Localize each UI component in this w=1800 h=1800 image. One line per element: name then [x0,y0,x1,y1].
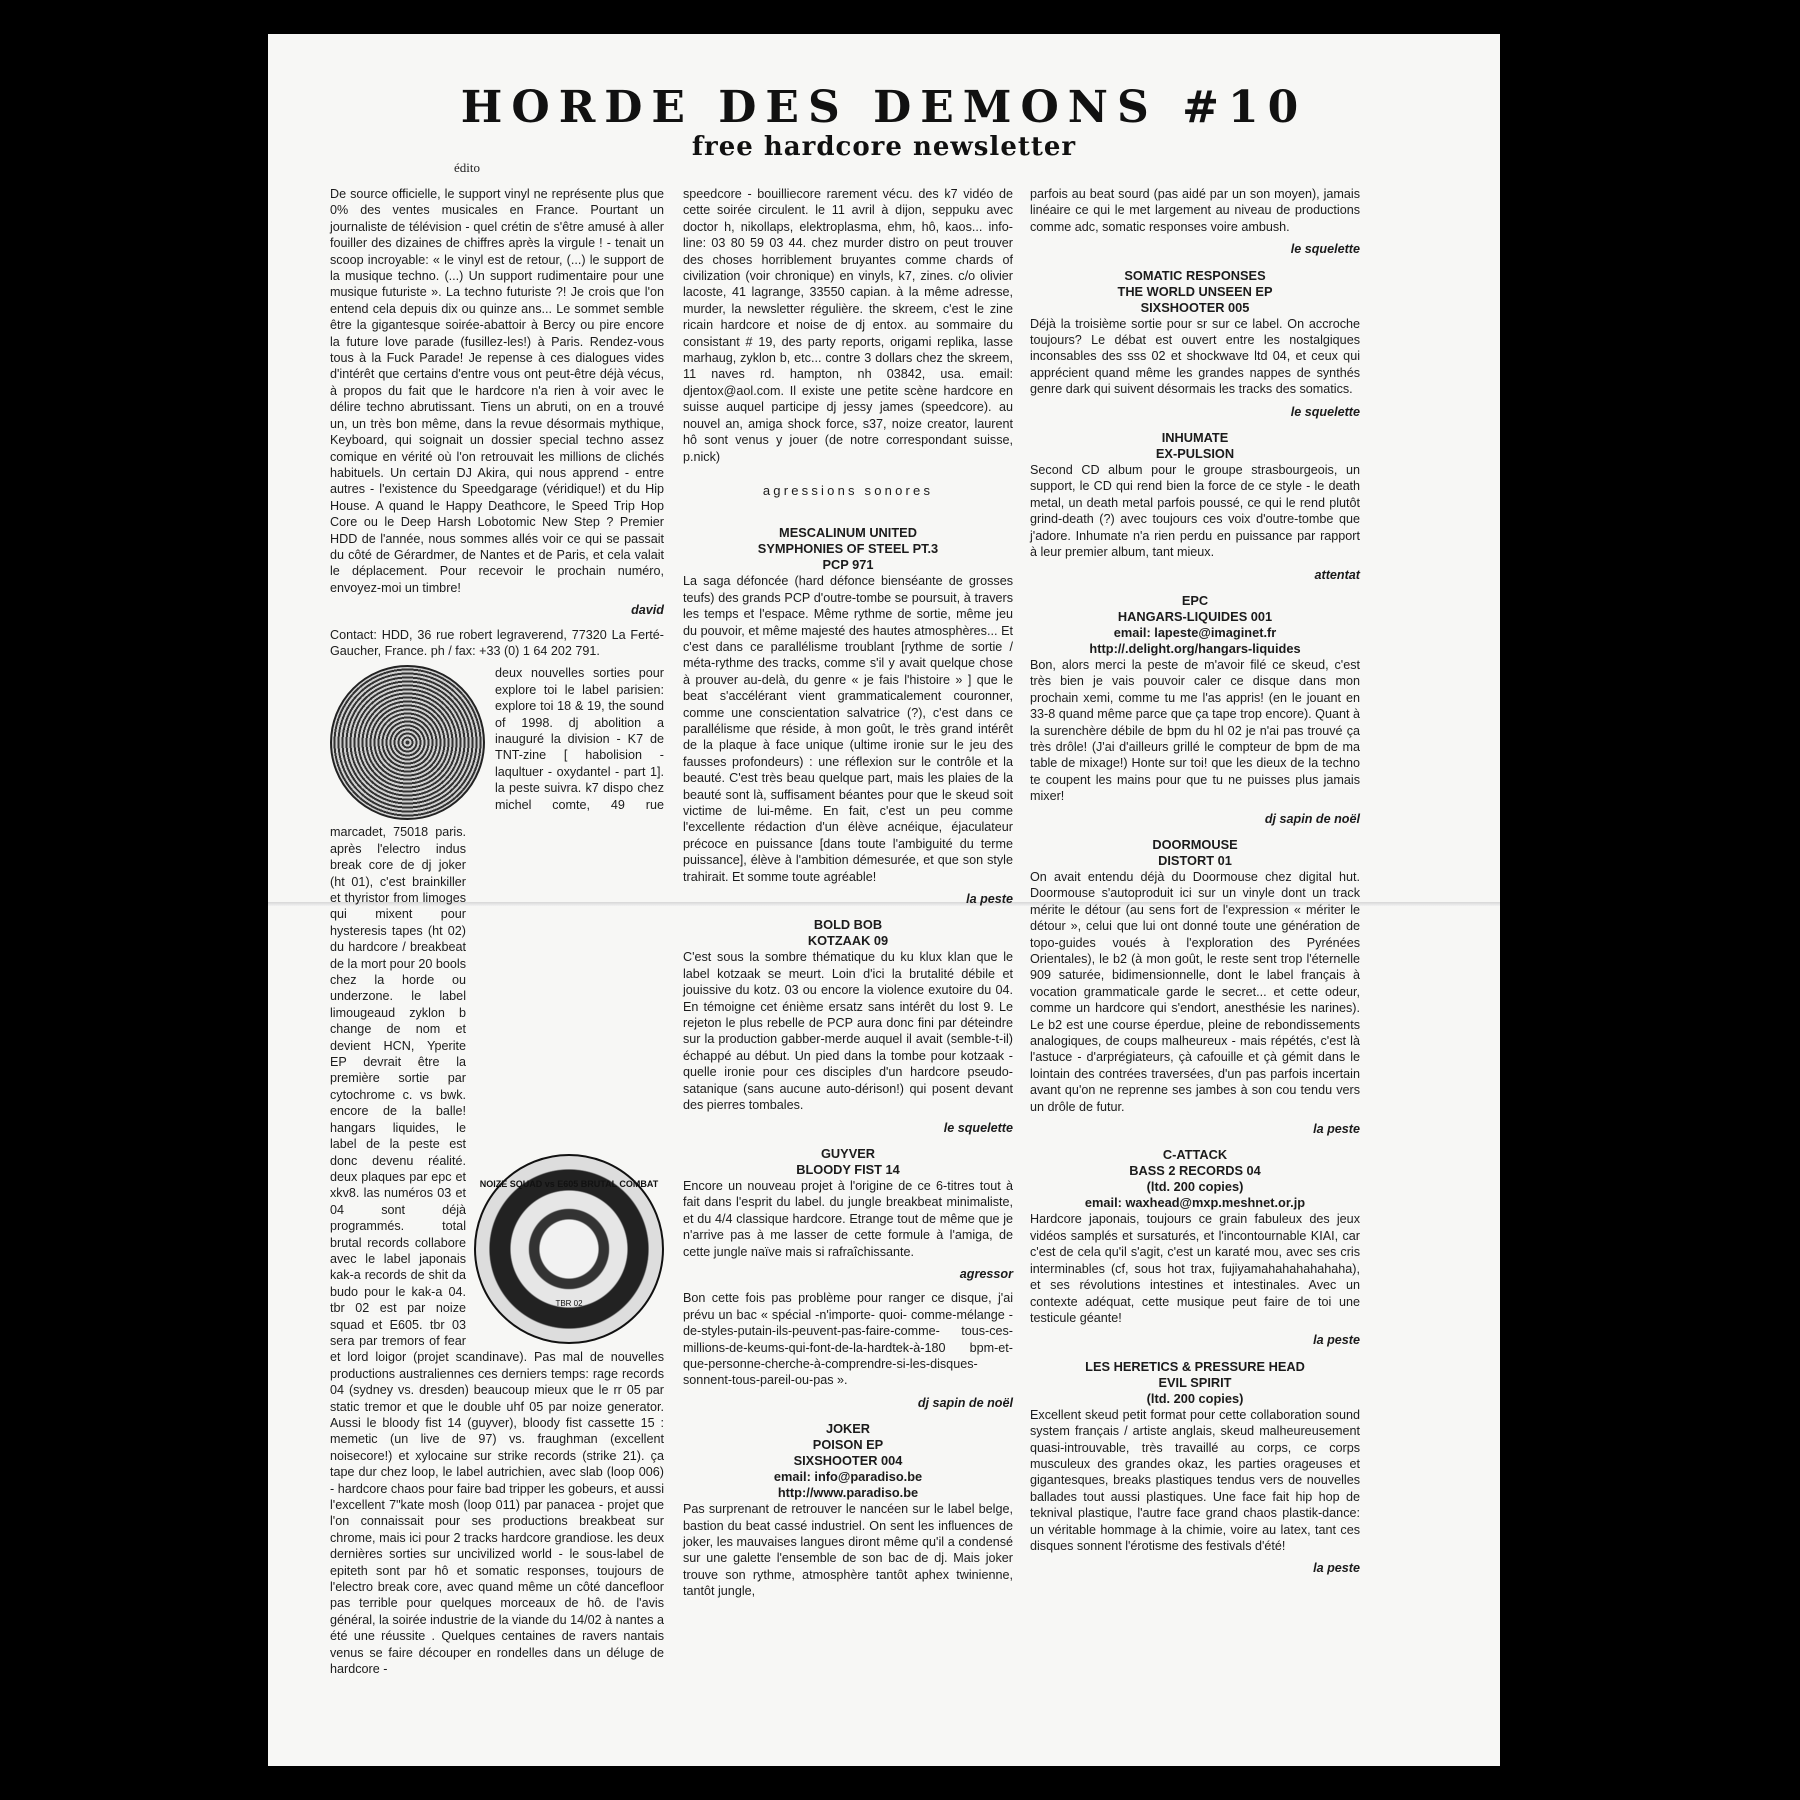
review-heading: EVIL SPIRIT [1158,1374,1232,1390]
column-2 [683,186,1013,1606]
review-bold-bob [683,917,1013,1135]
signature: la peste [1313,1333,1360,1348]
review-text: Bon, alors merci la peste de m'avoir filé ce skeud, c'est très bien je vais pouvoir caler ce disque dans mon prochain xemi, comme tu me l'as appris! (en le jouant en 33-8 quand même parce que ça tape trop encore). Quant à la surenchère débile de bpm du hl 02 je n'ai pas trouvé ça très drôle! (J'ai d'ailleurs grillé le compteur de bpm de ma table de mixage!) Honte sur toi! que les dieux de la techno te coupent les mains pour que tu ne puisses plus jamais mixer! [1030,657,1360,804]
review-heading: SOMATIC RESPONSES [1124,267,1266,283]
review-doormouse [1030,837,1360,1138]
signature: david [631,603,664,618]
review-text: La saga défoncée (hard défonce bienséante de grosses teufs) des grands PCP d'outre-tombe se poursuit, à travers les temps et l'espace. Même rythme de sortie, même jeu du pouvoir, et même majesté des hautes atmosphères... Et c'est dans ce parallélisme troublant [rythme de sortie / méta-rythme des tracks, comme s'il y avait quelque chose à prouver au-delà, du genre « je fais l'histoire » ] que le beat s'accélérant vient grammaticalement couronner, comme une conscientation salvatrice (?), c'est dans ce parallélisme que réside, à mon goût, le très grand intérêt de la plaque à face unique (ultime ironie sur le jeu des fausses profondeurs) : une réflexion sur le contrôle et la beauté. C'est très beau quelque part, mais les plaies de la beauté sont là, suffisament béantes pour que le skeud soit victime de lui-même. En fait, c'est un peu comme l'excellente rédaction d'un élève acnéique, éjaculateur précoce en puissance [dans toute l'ambiguité du terme puissance], élève à l'ambition démesurée, et que son style trahirait. Et somme toute agréable! [683,574,1013,884]
review-heading: THE WORLD UNSEEN EP [1117,283,1273,299]
signature: dj sapin de noël [1264,811,1360,826]
disc-label-text: NOIZE SQUAD vs E605 BRUTAL COMBAT [479,1179,659,1190]
review-heading: KOTZAAK 09 [807,933,889,949]
review-heading: DOORMOUSE [1152,836,1238,852]
section-heading: agressions sonores [762,482,934,498]
newsletter-subtitle: free hardcore newsletter [691,132,1077,162]
signature: la peste [1313,1561,1360,1576]
review-heading: BASS 2 RECORDS 04 [1129,1163,1261,1179]
review-heading: BLOODY FIST 14 [796,1161,900,1177]
signature: attentat [1314,567,1360,582]
newsletter-title: HORDE DES DEMONS #10 [460,82,1308,133]
review-text: Déjà la troisième sortie pour sr sur ce label. On accroche toujours? Le débat est ouvert entre les nostalgiques inconsables des sss 02 et shockwave ltd 04, et ceux qui apprécient quand même les grandes nappes de synthés genre dark qui suivent désormais les tracks des somatics. [1030,316,1360,397]
review-c-attack [1030,1147,1360,1348]
review-heading: http://.delight.org/hangars-liquides [1089,640,1301,656]
review-heading: email: waxhead@mxp.meshnet.or.jp [1084,1195,1306,1211]
review-guyver [683,1146,1013,1411]
review-text-continued: parfois au beat sourd (pas aidé par un son moyen), jamais linéaire ce qui le met largement au niveau de productions comme adc, somatic responses voire ambush. [1030,187,1360,234]
review-heading: EX-PULSION [1155,446,1235,462]
review-heading: POISON EP [812,1437,884,1453]
column-3 [1030,186,1360,1585]
review-heading: http://www.paradiso.be [777,1485,919,1501]
column-1 [330,186,664,1684]
review-heading: JOKER [825,1421,871,1437]
signature: la peste [1313,1122,1360,1137]
review-heading: (ltd. 200 copies) [1146,1179,1244,1195]
review-heading: BOLD BOB [813,917,883,933]
review-somatic-responses [1030,268,1360,420]
news-text: deux nouvelles sorties pour explore toi le label parisien: explore toi 18 & 19, the sound of 1998. dj abolition a inauguré la division - K7 de TNT-zine [ habolision - laqultuer - oxydantel - part 1]. la peste suivra. k7 dispo chez michel comte, 49 rue marcadet, 75018 paris. après l'electro indus break core de dj joker (ht 01), c'est brainkiller et thyristor from limoges qui mixent pour hysteresis tapes (ht 02) du hardcore / breakbeat de la mort pour 20 bools chez la horde ou underzone. le label limougeaud zyklon b change de nom et devient HCN, Yperite EP devrait être la première sortie par cytochrome c. vs bwk. encore de la balle! hangars liquides, le label de la peste est donc devenu réalité. deux plaques par epc et xkv8. las numéros 03 et 04 sont déjà programmés. total brutal records collabore avec le label japonais kak-a records de shit da budo pour le kak-a 04. tbr 02 est par noize squad et E605. tbr 03 sera par tremors of fear et lord loigor (projet scandinave). Pas mal de nouvelles productions australiennes ces derniers temps: rage records 04 (sydney vs. dresden) beaucoup mieux que le rr 05 par static tremor et que le double uhf 05 par noize generator. Aussi le bloody fist 14 (guyver), bloody fist cassette 15 : memetic (un live de 97) vs. fraughman (excellent noisecore!) et xylocaine sur strike records (strike 21). ça tape dur chez loop, le label autrichien, avec slab (loop 006) - hardcore chaos pour faire bad tripper les gobeurs, et aussi l'excellent 7"kate mosh (loop 011) par panacea - projet que l'on connaissait pour ses productions breakbeat sur chrome, mais ici pour 2 tracks hardcore grandiose. les deux dernières sorties sur uncivilized world - le sous-label de epiteth sont par hô et somatic responses, toujours de l'electro break core, avec quand même un côté dancefloor pas terrible pour quelques morceaux de hô. de l'avis général, la soirée industrie de la viande du 14/02 à nantes a été une réussite . Quelques centaines de ravers nantais venus se faire découper en rondelles dans un déluge de hardcore - [330,666,664,1677]
edito-label: édito [454,160,480,175]
review-text: Pas surprenant de retrouver le nancéen sur le label belge, bastion du beat cassé industriel. On sent les influences de joker, les mauvaises langues diront même qu'il a condensé sur une galette l'ensemble de son bac de dj. Mais joker trouve son rythme, atmosphère tantôt aphex twinienne, tantôt jungle, [683,1502,1013,1599]
brutal-combat-disc-image [474,1154,664,1344]
signature: le squelette [943,1120,1013,1135]
review-heading: LES HERETICS & PRESSURE HEAD [1085,1358,1305,1374]
signature: agressor [959,1266,1013,1281]
news-text-continued: speedcore - bouilliecore rarement vécu. des k7 vidéo de cette soirée circulent. le 11 avril à dijon, seppuku avec doctor h, nikollaps, elektroplasma, ehm, hô, kaos... info-line: 03 80 59 03 44. chez murder distro on peut trouver des choses horriblement bruyantes comme chards of civilization (voir chronique) en vinyls, k7, zines. c/o olivier lacoste, 41 lagrange, 33550 capian. à la même adresse, murder, la newsletter régulière. the skreem, c'est le zine ricain hardcore et noise de dj entox. au sommaire du consistant # 19, des party reports, origami replika, lasse marhaug, zyklon b, etc... contre 3 dollars chez the skreem, 11 naves rd. hampton, nh 03842, usa. email: djentox@aol.com. Il existe une petite scène hardcore en suisse auquel participe dj jessy james (speedcore). au nouvel an, amiga shock force, s37, noize creator, laurent hô sont venus y jouer (de notre correspondant suisse, p.nick) [683,187,1013,464]
review-les-heretics [1030,1359,1360,1577]
review-heading: EPC [1181,592,1209,608]
contact-text: Contact: HDD, 36 rue robert legraverend, 77320 La Ferté-Gaucher, France. ph / fax: +33 (0) 1 64 202 791. [330,627,664,658]
review-text: Encore un nouveau projet à l'origine de ce 6-titres tout à fait dans l'esprit du label. du jungle breakbeat minimaliste, et du 4/4 classique hardcore. Etrange tout de même que je n'arrive pas à me lasser de cette formule à l'amiga, de cette jungle naïve mais si rafraîchissante. [683,1178,1013,1259]
review-text: Second CD album pour le groupe strasbourgeois, un support, le CD qui rend bien la force de ce style - le death metal, un death metal parfois poussé, ce qui le rend plutôt grind-death (?) avec toujours ces voix d'outre-tombe que j'adore. Inhumate n'a rien perdu en puissance par rapport à leur premier album, tant mieux. [1030,463,1360,560]
review-heading: email: info@paradiso.be [773,1469,923,1485]
review-heading: SYMPHONIES OF STEEL PT.3 [757,541,939,557]
signature: la peste [966,892,1013,907]
review-heading: (ltd. 200 copies) [1146,1390,1244,1406]
review-heading: HANGARS-LIQUIDES 001 [1117,608,1273,624]
review-mescalinum [683,525,1013,907]
review-text: C'est sous la sombre thématique du ku klux klan que le label kotzaak se meurt. Loin d'ici la brutalité débile et jouissive du kotz. 03 ou encore la violence exutoire du 04. En témoigne cet énième ersatz sans intérêt du lost 9. Le rejeton le plus rebelle de PCP aura donc fini par déteindre sur la production gabber-merde auquel il avait (semble-t-il) échappé au début. Un pied dans la tombe pour kotzaak - quelle ironie pour ces disciples d'un hardcore pseudo-satanique (sans aucune auto-dérison!) qui posent devant des pierres tombales. [683,950,1013,1113]
review-text: Excellent skeud petit format pour cette collaboration sound system français / artiste anglais, skeud malheureusement quasi-introuvable, très travaillé au corps, ce corps musculeux des grandes okaz, les parties orageuses et gigantesques, breaks plastiques tendus vers de nouvelles ballades tout aussi plastiques. Une face fait hip hop de teknival plastique, l'autre face grand chaos plastik-dance: un véritable hommage à la chimie, voire au latex, tant ces disques sonnent l'érotisme des festivals d'été! [1030,1407,1360,1553]
review-heading: email: lapeste@imaginet.fr [1113,624,1277,640]
review-joker [683,1421,1013,1599]
signature: dj sapin de noël [917,1395,1013,1410]
review-heading: GUYVER [820,1145,876,1161]
review-inhumate [1030,430,1360,583]
edito-text: De source officielle, le support vinyl ne représente plus que 0% des ventes musicales en France. Pourtant un journaliste de télévision - quel crétin de s'être amusé à aller fouiller des dizaines de chiffres après la virgule ! - tenait un scoop incroyable: « le vinyl est de retour, (...) le support de la musique techno. (...) Un support rudimentaire pour une musique futuriste ». La techno futuriste ?! Je crois que l'on entend cela depuis dix ou quinze ans... Le sommet semble être la gigantesque soirée-abattoir à Bercy ou pire encore la future love parade (fusillez-les!) à Paris. Rendez-vous tous à la Fuck Parade! Je repense à ces dialogues vides d'intérêt que certains d'entre vous ont peut-être déjà vécus, à propos du fait que le hardcore n'a rien à voir avec le délire techno abrutissant. Tiens un abruti, on en a trouvé un, un très bon même, dans la revue désormais mythique, Keyboard, qui soignait un dossier special techno assez comique en vérité où l'on retrouvait les millions de clichés habituels. Un certain DJ Akira, qui nous apprend - entre autres - l'existence du Speedgarage (véridique!) et du Hip House. A quand le Happy Deathcore, le Speed Trip Hop Core ou le Deep Harsh Lobotomic New Step ? Premier HDD de l'année, nous sommes allés voir ce qui se passait du côté de Gérardmer, de Nantes et de Paris, et cela valait le déplacement. Pour recevoir le prochain numéro, envoyez-moi un timbre! [330,187,664,595]
review-heading: SIXSHOOTER 004 [793,1453,903,1469]
review-text: On avait entendu déjà du Doormouse chez digital hut. Doormouse s'autoproduit ici sur un vinyle dont un track mérite le détour (au sens fort de l'expression « mériter le détour », celui que lui ont donné toute une génération de topo-guides voués à l'exploration des Pyrénées Orientales), le b2 (à mon goût, le reste sent trop l'éternelle 909 saturée, bidimensionnelle, dont le label français à vocation grammaticale garde le secret... et cette odeur, comme un hardcore qui s'endort, anesthésie les narines). Le b2 est une course éperdue, pleine de rebondissements analogiques, de coups malheureux - mais répétés, c'est là l'astuce - d'arprégiateurs, çà cafouille et çà gémit dans le lointain des contrées traversées, d'un pas parfois incertain avant qu'on ne reprenne ses jambes à son cou tendu vers un drôle de futur. [1030,869,1360,1114]
review-heading: INHUMATE [1161,430,1229,446]
signature: le squelette [1290,404,1360,419]
review-heading: DISTORT 01 [1158,852,1232,868]
vinyl-disc-image [330,665,485,820]
disc-catalog-text: TBR 02 [555,1298,583,1308]
review-heading: PCP 971 [822,557,874,573]
review-heading: MESCALINUM UNITED [779,525,917,541]
review-text: Hardcore japonais, toujours ce grain fabuleux des jeux vidéos samplés et sursaturés, et l'incontournable KIAI, car c'est de cela qu'il s'agit, c'est un karaté mou, avec ses cris interminables (cf, sous hot trax, fujiyamahahahahahaha), et ses révolutions intestines et intestinales. Avec un contexte adéquat, cette musique peut faire de toi une testicule géante! [1030,1212,1360,1325]
review-heading: C-ATTACK [1162,1147,1228,1163]
review-text: Bon cette fois pas problème pour ranger ce disque, j'ai prévu un bac « spécial -n'importe- quoi- comme-mélange - de-styles-putain-ils-peuvent-pas-faire-comme- tous-ces-millions-de-keums-qui-font-de-la-hardtek-à-180 bpm-et-que-personne-cherche-à-comprendre-si-les-disques-sonnent-tous-pareil-ou-pas ». [683,1291,1013,1388]
newsletter-page [268,34,1500,1766]
signature: le squelette [1290,242,1360,257]
review-heading: SIXSHOOTER 005 [1140,299,1250,315]
review-epc [1030,593,1360,827]
